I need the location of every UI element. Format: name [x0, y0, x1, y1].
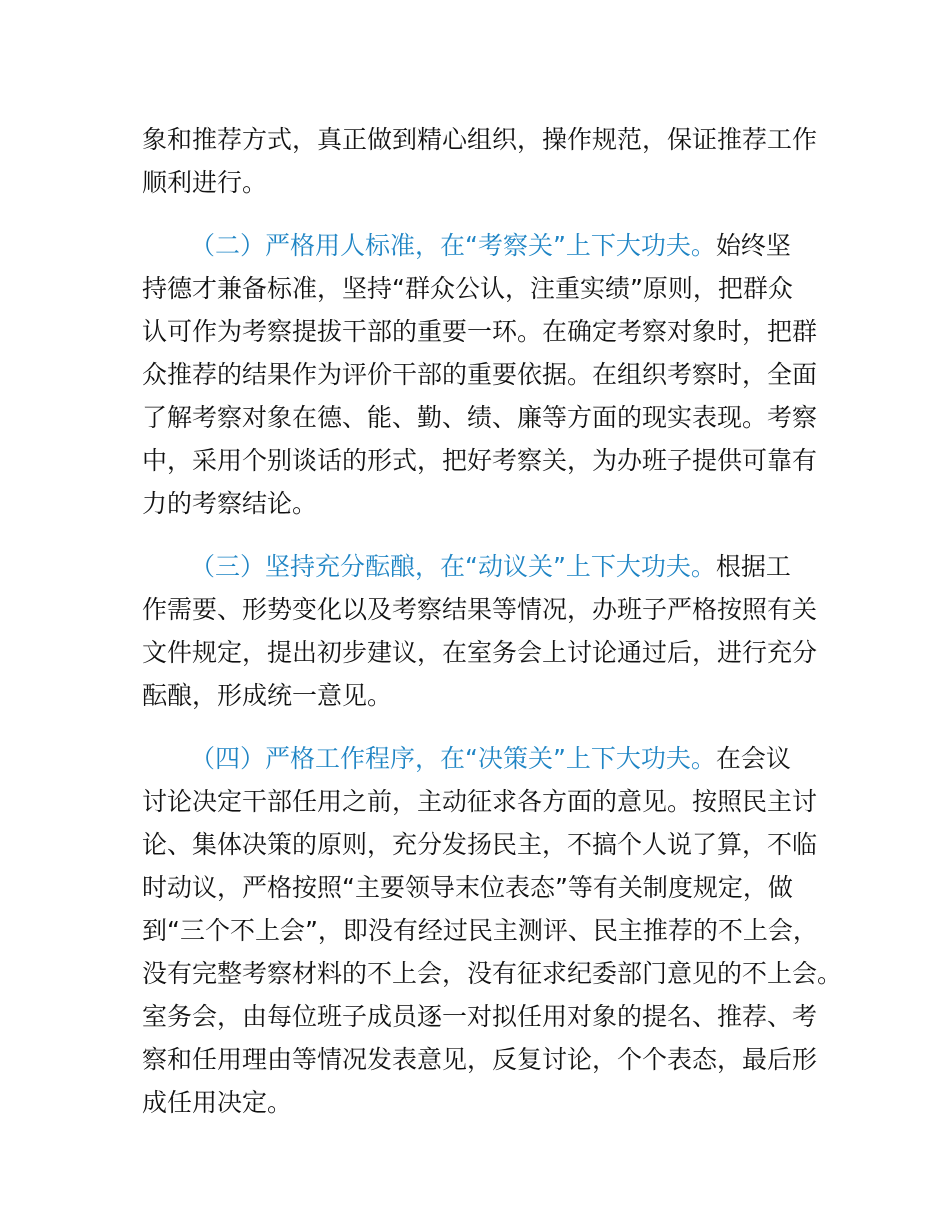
paragraph-text: 在会议 [715, 744, 791, 773]
paragraph-line: 中，采用个别谈话的形式，把好考察关，为办班子提供可靠有 [142, 446, 818, 475]
section-heading: （三）坚持充分酝酿，在“动议关”上下大功夫。 [190, 552, 716, 581]
paragraph-text: 始终坚 [715, 231, 791, 260]
paragraph-line: 没有完整考察材料的不上会，没有征求纪委部门意见的不上会。 [142, 959, 843, 988]
paragraph-line: 象和推荐方式，真正做到精心组织，操作规范，保证推荐工作 [142, 125, 818, 154]
section-heading: （四）严格工作程序，在“决策关”上下大功夫。 [190, 744, 716, 773]
paragraph-line: 成任用决定。 [142, 1088, 293, 1117]
paragraph-line: 持德才兼备标准，坚持“群众公认，注重实绩”原则，把群众 [142, 274, 793, 303]
paragraph-line: 到“三个不上会”，即没有经过民主测评、民主推荐的不上会， [142, 916, 818, 945]
paragraph-text: 根据工 [715, 552, 791, 581]
paragraph-line: 时动议，严格按照“主要领导末位表态”等有关制度规定，做 [142, 873, 793, 902]
paragraph-line: 酝酿，形成统一意见。 [142, 681, 393, 710]
paragraph-line: 顺利进行。 [142, 168, 268, 197]
paragraph-line: 察和任用理由等情况发表意见，反复讨论，个个表态，最后形 [142, 1045, 818, 1074]
paragraph-line: 力的考察结论。 [142, 489, 318, 518]
paragraph-line: 作需要、形势变化以及考察结果等情况，办班子严格按照有关 [142, 595, 818, 624]
paragraph-first-line [190, 552, 791, 582]
paragraph-line: 室务会，由每位班子成员逐一对拟任用对象的提名、推荐、考 [142, 1002, 818, 1031]
paragraph-line: 论、集体决策的原则，充分发扬民主，不搞个人说了算，不临 [142, 830, 818, 859]
paragraph-line: 讨论决定干部任用之前，主动征求各方面的意见。按照民主讨 [142, 787, 818, 816]
paragraph-line: 文件规定，提出初步建议，在室务会上讨论通过后，进行充分 [142, 638, 818, 667]
paragraph-line: 了解考察对象在德、能、勤、绩、廉等方面的现实表现。考察 [142, 403, 818, 432]
paragraph-first-line [190, 744, 791, 774]
section-heading: （二）严格用人标准，在“考察关”上下大功夫。 [190, 231, 716, 260]
paragraph-line: 认可作为考察提拔干部的重要一环。在确定考察对象时，把群 [142, 317, 818, 346]
paragraph-line: 众推荐的结果作为评价干部的重要依据。在组织考察时，全面 [142, 360, 818, 389]
paragraph-first-line [190, 231, 791, 261]
